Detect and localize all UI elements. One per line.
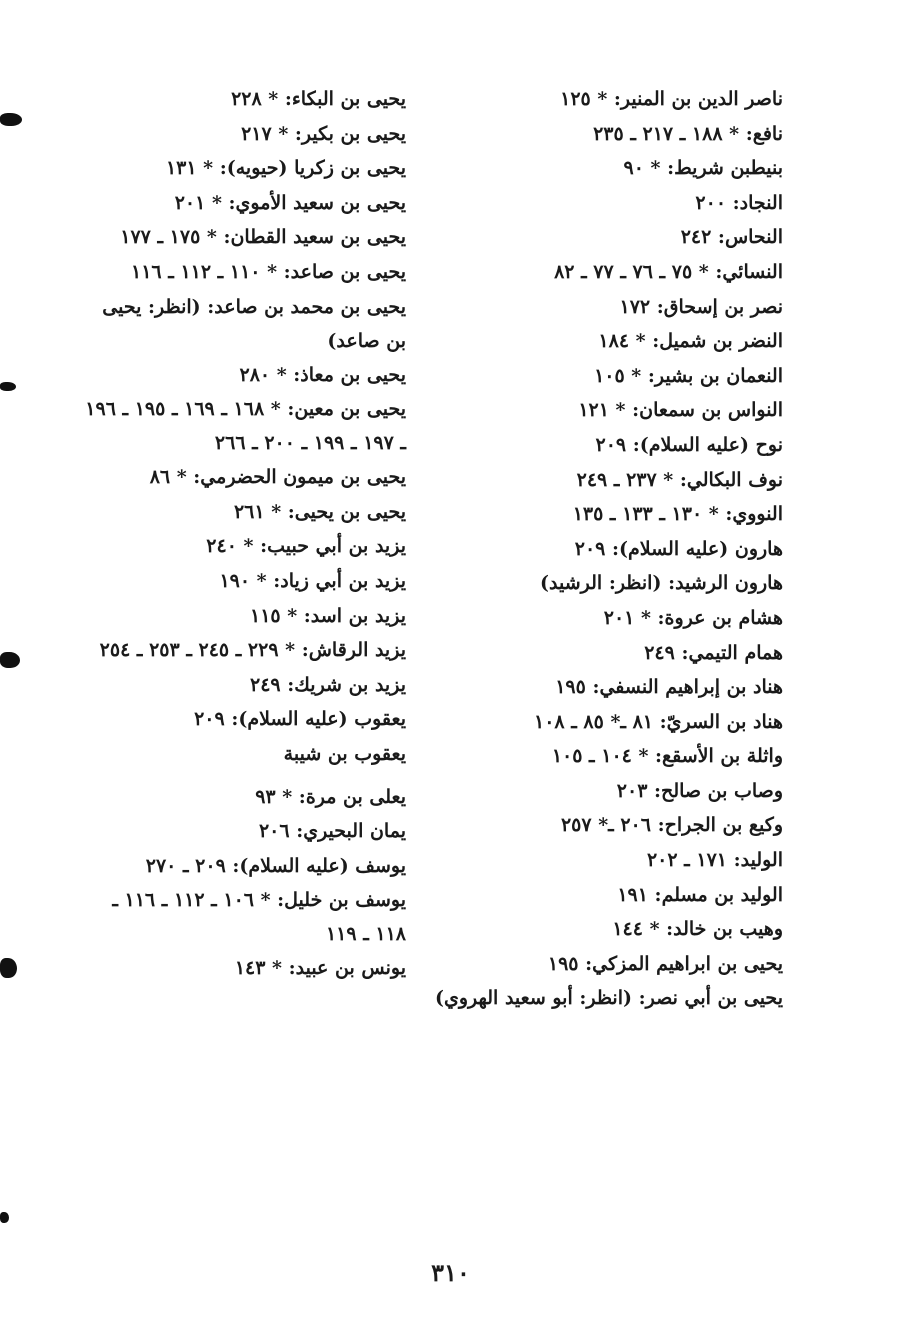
index-entry: نوف البكالي: * ٢٣٧ ـ ٢٤٩: [576, 468, 783, 491]
index-entry: النضر بن شميل: * ١٨٤: [598, 330, 783, 353]
index-entry: يزيد بن اسد: * ١١٥: [250, 604, 406, 627]
index-entry: يوسف (عليه السلام): ٢٠٩ ـ ٢٧٠: [145, 854, 406, 877]
index-entry: نافع: * ١٨٨ ـ ٢١٧ ـ ٢٣٥: [593, 122, 783, 145]
index-entry: هناد بن إبراهيم النسفي: ١٩٥: [555, 676, 783, 699]
page-number: ٣١٠: [431, 1258, 470, 1287]
index-entry: ناصر الدين بن المنير: * ١٢٥: [560, 88, 783, 110]
scan-artifact: [0, 1212, 9, 1223]
index-entry: يحيى بن يحيى: * ٢٦١: [233, 500, 406, 523]
index-entry: يحيى بن سعيد الأموي: * ٢٠١: [174, 191, 406, 214]
index-entry: هارون الرشيد: (انظر: الرشيد): [540, 572, 783, 595]
index-entry: يزيد بن أبي زياد: * ١٩٠: [219, 569, 406, 592]
index-entry: هارون (عليه السلام): ٢٠٩: [574, 537, 783, 560]
index-entry: يحيى بن ميمون الحضرمي: * ٨٦: [149, 466, 406, 489]
index-entry: يوسف بن خليل: * ١٠٦ ـ ١١٢ ـ ١١٦ ـ ١١٨ ـ ١١٩: [112, 889, 406, 946]
index-entry: النعمان بن بشير: * ١٠٥: [594, 364, 783, 387]
index-entry: يزيد بن شريك: ٢٤٩: [250, 673, 406, 696]
index-entry: يعقوب بن شيبة: [283, 742, 406, 765]
index-entry: يحيى بن صاعد: * ١١٠ ـ ١١٢ ـ ١١٦: [131, 260, 406, 283]
index-entry: يحيى بن محمد بن صاعد: (انظر: يحيى بن صاعد): [102, 295, 406, 352]
index-entry: النواس بن سمعان: * ١٢١: [578, 399, 783, 422]
scan-artifact: [0, 958, 17, 978]
index-column-left: [76, 82, 406, 986]
index-entry: يحيى بن معين: * ١٦٨ ـ ١٦٩ ـ ١٩٥ ـ ١٩٦ ـ ١٩٧ ـ ١٩٩ ـ ٢٠٠ ـ ٢٦٦: [85, 398, 406, 455]
index-entry: وكيع بن الجراح: ٢٠٦ ـ* ٢٥٧: [560, 814, 783, 837]
index-entry: يحيى بن البكاء: * ٢٢٨: [231, 88, 406, 110]
index-entry: واثلة بن الأسقع: * ١٠٤ ـ ١٠٥: [551, 745, 783, 768]
index-entry: النجاد: ٢٠٠: [695, 191, 783, 214]
index-entry: يمان البحيري: ٢٠٦: [258, 820, 406, 843]
scan-artifact: [0, 382, 16, 391]
index-entry: يزيد الرقاش: * ٢٢٩ ـ ٢٤٥ ـ ٢٥٣ ـ ٢٥٤: [99, 639, 406, 662]
index-entry: يعقوب (عليه السلام): ٢٠٩: [194, 708, 406, 731]
index-entry: نصر بن إسحاق: ١٧٢: [619, 295, 783, 318]
index-entry: يحيى بن سعيد القطان: * ١٧٥ ـ ١٧٧: [120, 226, 406, 249]
index-column-right: [423, 82, 783, 1016]
scan-artifact: [0, 652, 20, 668]
index-entry: هشام بن عروة: * ٢٠١: [603, 606, 783, 629]
index-entry: النسائي: * ٧٥ ـ ٧٦ ـ ٧٧ ـ ٨٢: [554, 260, 783, 283]
index-entry: يعلى بن مرة: * ٩٣: [255, 785, 406, 808]
index-entry: همام التيمي: ٢٤٩: [644, 641, 783, 664]
index-entry: يحيى بن أبي نصر: (انظر: أبو سعيد الهروي): [434, 987, 783, 1010]
index-entry: النحاس: ٢٤٢: [680, 226, 783, 249]
index-entry: هناد بن السريّ: ٨١ ـ* ٨٥ ـ ١٠٨: [534, 710, 783, 733]
index-entry: يحيى بن زكريا (حيويه): * ١٣١: [165, 157, 406, 180]
index-entry: يحيى بن معاذ: * ٢٨٠: [239, 363, 406, 386]
index-entry: وصاب بن صالح: ٢٠٣: [616, 779, 783, 802]
index-entry: يحيى بن بكير: * ٢١٧: [241, 122, 406, 145]
index-entry: الوليد: ١٧١ ـ ٢٠٢: [646, 849, 783, 872]
index-entry: يزيد بن أبي حبيب: * ٢٤٠: [206, 535, 406, 558]
index-entry: بنيطبن شريط: * ٩٠: [623, 157, 783, 180]
index-entry: يونس بن عبيد: * ١٤٣: [234, 957, 406, 980]
scan-artifact: [0, 113, 22, 126]
index-entry: وهيب بن خالد: * ١٤٤: [612, 918, 783, 941]
index-entry: نوح (عليه السلام): ٢٠٩: [595, 433, 783, 456]
index-entry: يحيى بن ابراهيم المزكي: ١٩٥: [547, 952, 783, 975]
index-entry: الوليد بن مسلم: ١٩١: [617, 883, 783, 906]
index-entry: النووي: * ١٣٠ ـ ١٣٣ ـ ١٣٥: [572, 503, 783, 526]
